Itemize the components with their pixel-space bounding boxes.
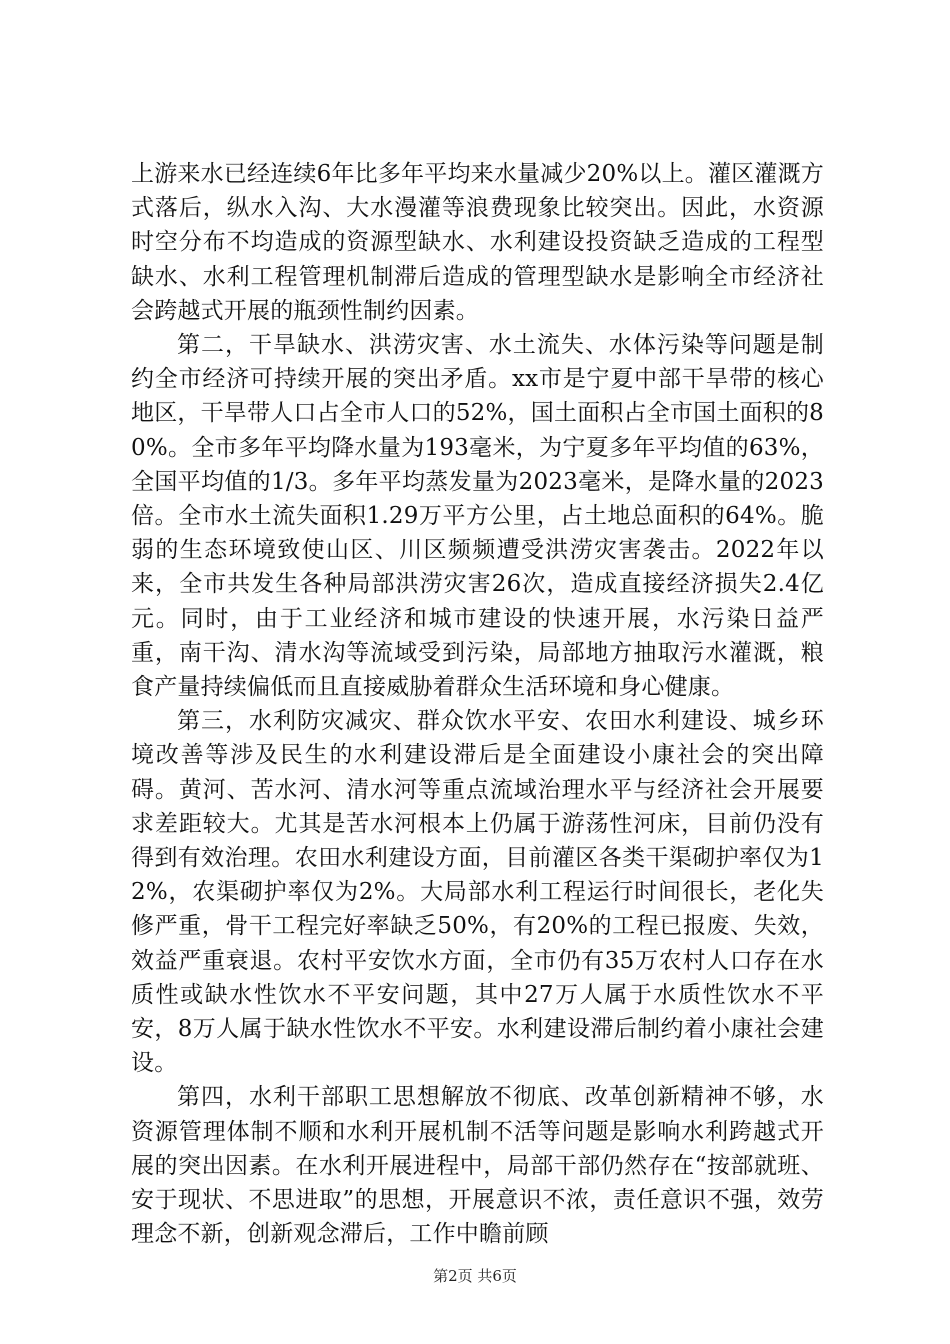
paragraph-water-shortage-continuation: 上游来水已经连续6年比多年平均来水量减少20%以上。灌区灌溉方式落后，纵水入沟、大水漫灌等浪费现象比较突出。因此，水资源时空分布不均造成的资源型缺水、水利建设投资缺乏造成的工程型缺水、水利工程管理机制滞后造成的管理型缺水是影响全市经济社会跨越式开展的瓶颈性制约因素。 <box>131 161 824 324</box>
document-body <box>131 157 824 1252</box>
paragraph-second-drought-flood: 第二，干旱缺水、洪涝灾害、水土流失、水体污染等问题是制约全市经济可持续开展的突出矛盾。xx市是宁夏中部干旱带的核心地区，干旱带人口占全市人口的52%，国土面积占全市国土面积的80%。全市多年平均降水量为193毫米，为宁夏多年平均值的63%，全国平均值的1/3。多年平均蒸发量为2023毫米，是降水量的2023倍。全市水土流失面积1.29万平方公里，占土地总面积的64%。脆弱的生态环境致使山区、川区频频遭受洪涝灾害袭击。2022年以来，全市共发生各种局部洪涝灾害26次，造成直接经济损失2.4亿元。同时，由于工业经济和城市建设的快速开展，水污染日益严重，南干沟、清水沟等流域受到污染，局部地方抽取污水灌溉，粮食产量持续偏低而且直接威胁着群众生活环境和身心健康。 <box>131 332 824 701</box>
page-number-footer: 第2页 共6页 <box>433 1267 517 1285</box>
paragraph-third-disaster-prevention: 第三，水利防灾减灾、群众饮水平安、农田水利建设、城乡环境改善等涉及民生的水利建设滞后是全面建设小康社会的突出障碍。黄河、苦水河、清水河等重点流域治理水平与经济社会开展要求差距较大。尤其是苦水河根本上仍属于游荡性河床，目前仍没有得到有效治理。农田水利建设方面，目前灌区各类干渠砌护率仅为12%，农渠砌护率仅为2%。大局部水利工程运行时间很长，老化失修严重，骨干工程完好率缺乏50%，有20%的工程已报废、失效，效益严重衰退。农村平安饮水方面，全市仍有35万农村人口存在水质性或缺水性饮水不平安问题，其中27万人属于水质性饮水不平安，8万人属于缺水性饮水不平安。水利建设滞后制约着小康社会建设。 <box>131 708 824 1077</box>
paragraph-fourth-cadre-thinking: 第四，水利干部职工思想解放不彻底、改革创新精神不够，水资源管理体制不顺和水利开展机制不活等问题是影响水利跨越式开展的突出因素。在水利开展进程中，局部干部仍然存在“按部就班、安于现状、不思进取”的思想，开展意识不浓，责任意识不强，效劳理念不新，创新观念滞后，工作中瞻前顾 <box>131 1084 824 1248</box>
